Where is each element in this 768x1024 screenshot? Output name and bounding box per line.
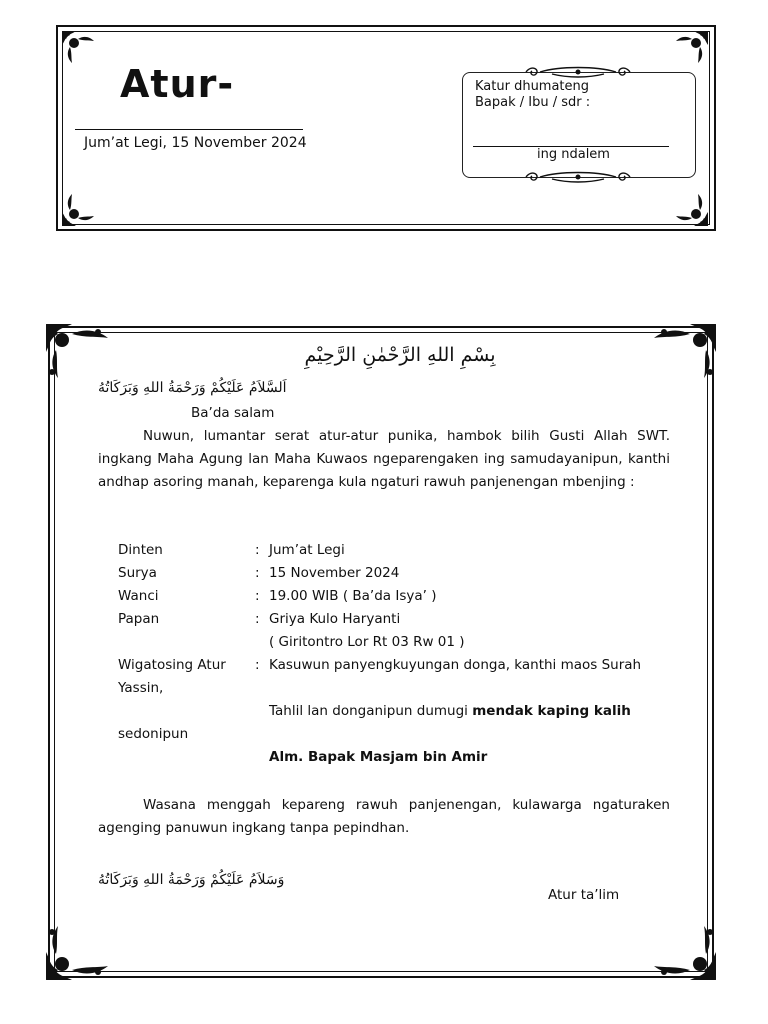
closing-paragraph: Wasana menggah kepareng rawuh panjenengan, kulawarga ngaturaken agenging panuwun ingkang tanpa pepindhan. (98, 797, 670, 836)
detail-label: Dinten (118, 542, 163, 558)
flourish-ornament-icon (650, 320, 720, 382)
detail-colon: : (255, 588, 260, 604)
flourish-ornament-icon (650, 922, 720, 984)
yassin-line: Yassin, (118, 680, 164, 696)
tahlil-emphasis: mendak kaping kalih (472, 703, 631, 719)
detail-colon: : (255, 565, 260, 581)
basmala: بِسْمِ اللهِ الرَّحْمٰنِ الرَّحِيْمِ (304, 344, 496, 366)
intro-paragraph: Nuwun, lumantar serat atur-atur punika, hambok bilih Gusti Allah SWT. ingkang Maha Agung lan Maha Kuwaos ngeparengaken ing samudayanipun, kanthi andhap asoring manah, keparenga kula ngaturi rawuh panjenengan mbenjing : (98, 428, 670, 490)
address-line-2: Bapak / Ibu / sdr : (475, 95, 591, 110)
tahlil-line (269, 703, 631, 719)
corner-ornament-icon (670, 188, 710, 228)
detail-colon: : (255, 611, 260, 627)
detail-value: 19.00 WIB ( Ba’da Isya’ ) (269, 588, 437, 604)
papan-continued: ( Giritontro Lor Rt 03 Rw 01 ) (269, 634, 465, 650)
wigatos-value: Kasuwun panyengkuyungan donga, kanthi maos Surah (269, 657, 642, 673)
salam-closing: وَسَلاَمُ عَلَيْكُمْ وَرَحْمَةُ اللهِ وَبَرَكَاتُهُ (98, 872, 285, 888)
address-line-3: ing ndalem (537, 147, 610, 162)
detail-colon: : (255, 542, 260, 558)
wigatos-label: Wigatosing Atur (118, 657, 226, 673)
detail-value: 15 November 2024 (269, 565, 400, 581)
detail-label: Wanci (118, 588, 159, 604)
deceased-name: Alm. Bapak Masjam bin Amir (269, 749, 488, 765)
detail-value: Griya Kulo Haryanti (269, 611, 401, 627)
flourish-ornament-icon (42, 922, 112, 984)
card-title: Atur- (120, 62, 235, 106)
signature-line: Atur ta’lim (548, 887, 620, 903)
title-underline (75, 129, 303, 130)
sedonipun-line: sedonipun (118, 726, 189, 742)
corner-ornament-icon (60, 29, 100, 69)
detail-label: Papan (118, 611, 160, 627)
corner-ornament-icon (60, 188, 100, 228)
detail-value: Jum’at Legi (269, 542, 345, 558)
corner-ornament-icon (670, 29, 710, 69)
card-date: Jum’at Legi, 15 November 2024 (84, 135, 307, 151)
address-line-1: Katur dhumateng (475, 79, 590, 94)
detail-label: Surya (118, 565, 157, 581)
detail-colon: : (255, 657, 260, 673)
scroll-ornament-icon (522, 168, 634, 186)
tahlil-text: Tahlil lan donganipun dumugi (269, 703, 473, 719)
salam-opening: اَلسَّلاَمُ عَلَيْكُمْ وَرَحْمَةُ اللهِ وَبَرَكَاتُهُ (98, 380, 287, 396)
bada-salam: Ba’da salam (191, 405, 275, 421)
flourish-ornament-icon (42, 320, 112, 382)
